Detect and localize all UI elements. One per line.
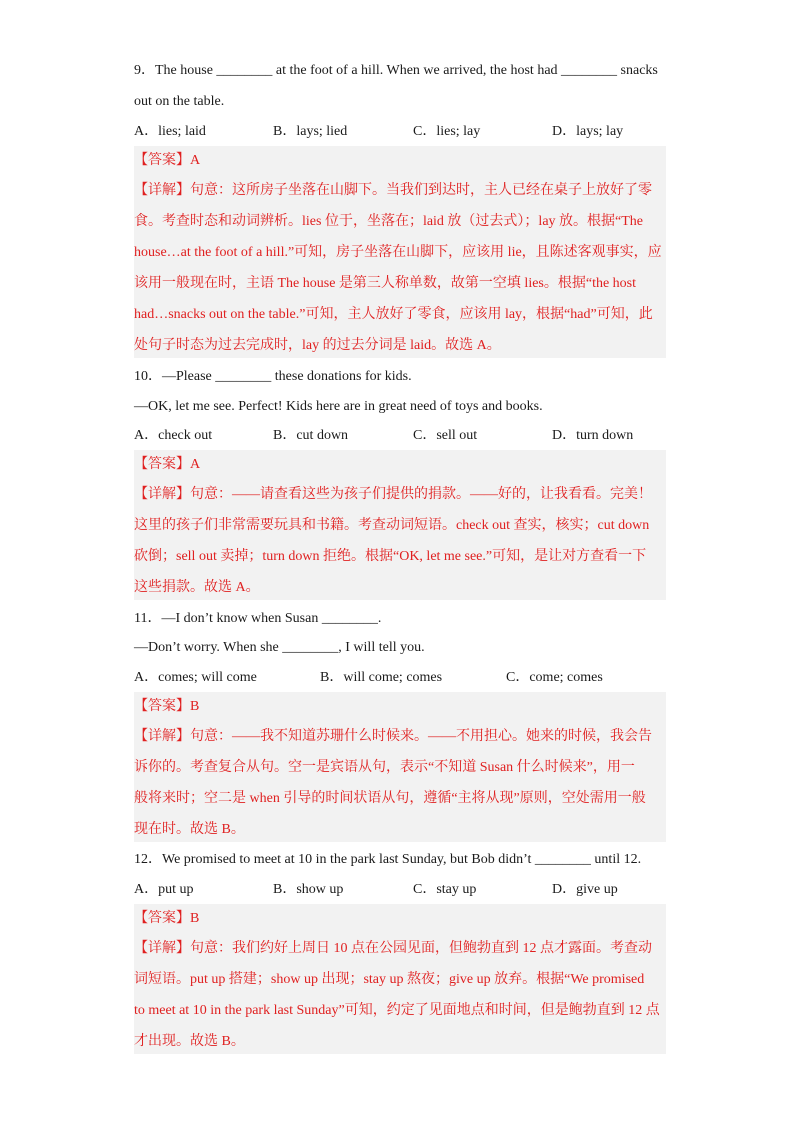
explanation-line: 现在时。故选 B。 [134,822,245,837]
explanation-line: house…at the foot of a hill.”可知，房子坐落在山脚下，应该用 lie，且陈述客观事实，应 [134,245,662,260]
explanation-line: had…snacks out on the table.”可知，主人放好了零食，应该用 lay，根据“had”可知，此 [134,307,653,322]
explanation-line: 砍倒；sell out 卖掉；turn down 拒绝。根据“OK, let me see.”可知，是让对方查看一下 [134,549,647,564]
question-stem: —OK, let me see. Perfect! Kids here are in great need of toys and books. [134,399,543,414]
option-b: B．cut down [273,428,349,443]
option-d: D．lays; lay [552,124,624,139]
explanation-line: 该用一般现在时，主语 The house 是第三人称单数，故第一空填 lies。根据“the host [134,276,637,291]
explanation-line: 食。考查时态和动词辨析。lies 位于，坐落在；laid 放（过去式）；lay 放。根据“The [134,214,644,229]
explanation-line: 词短语。put up 搭建；show up 出现；stay up 熬夜；give up 放弃。根据“We promised [134,972,645,987]
answer-box [134,450,666,600]
explanation-line: 诉你的。考查复合从句。空一是宾语从句，表示“不知道 Susan 什么时候来”，用一 [134,760,635,775]
option-a: A．put up [134,882,194,897]
question-stem: out on the table. [134,94,225,109]
answer-label: 【答案】B [134,699,200,714]
option-d: D．turn down [552,428,634,443]
explanation-line: 才出现。故选 B。 [134,1034,245,1049]
option-b: B．lays; lied [273,124,348,139]
option-b: B．will come; comes [320,670,443,685]
option-c: C．stay up [413,882,477,897]
answer-box [134,146,666,358]
question-stem: —Don’t worry. When she ________, I will tell you. [134,640,425,655]
option-b: B．show up [273,882,344,897]
answer-label: 【答案】A [134,457,201,472]
question-stem: 12．We promised to meet at 10 in the park last Sunday, but Bob didn’t ________ until 12. [134,852,642,867]
question-stem: 11．—I don’t know when Susan ________. [134,611,382,626]
option-a: A．comes; will come [134,670,257,685]
explanation-line: 这些捐款。故选 A。 [134,580,260,595]
option-a: A．lies; laid [134,124,206,139]
explanation-line: 【详解】句意：——我不知道苏珊什么时候来。——不用担心。她来的时候，我会告 [134,729,652,744]
explanation-line: 【详解】句意：——请查看这些为孩子们提供的捐款。——好的，让我看看。完美！ [134,487,652,502]
option-c: C．lies; lay [413,124,481,139]
explanation-line: to meet at 10 in the park last Sunday”可知，约定了见面地点和时间，但是鲍勃直到 12 点 [134,1003,660,1018]
option-c: C．come; comes [506,670,603,685]
answer-label: 【答案】A [134,153,201,168]
answer-box [134,904,666,1054]
option-d: D．give up [552,882,618,897]
explanation-line: 这里的孩子们非常需要玩具和书籍。考查动词短语。check out 查实，核实；cut down [134,518,650,533]
question-stem: 10．—Please ________ these donations for kids. [134,369,412,384]
option-c: C．sell out [413,428,478,443]
explanation-line: 般将来时；空二是 when 引导的时间状语从句，遵循“主将从现”原则，空处需用一般 [134,791,646,806]
explanation-line: 【详解】句意：这所房子坐落在山脚下。当我们到达时，主人已经在桌子上放好了零 [134,183,652,198]
question-stem: 9．The house ________ at the foot of a hill. When we arrived, the host had ________ snacks [134,63,658,78]
answer-box [134,692,666,842]
answer-label: 【答案】B [134,911,200,926]
explanation-line: 处句子时态为过去完成时，lay 的过去分词是 laid。故选 A。 [134,338,501,353]
explanation-line: 【详解】句意：我们约好上周日 10 点在公园见面，但鲍勃直到 12 点才露面。考查动 [134,941,652,956]
option-a: A．check out [134,428,213,443]
